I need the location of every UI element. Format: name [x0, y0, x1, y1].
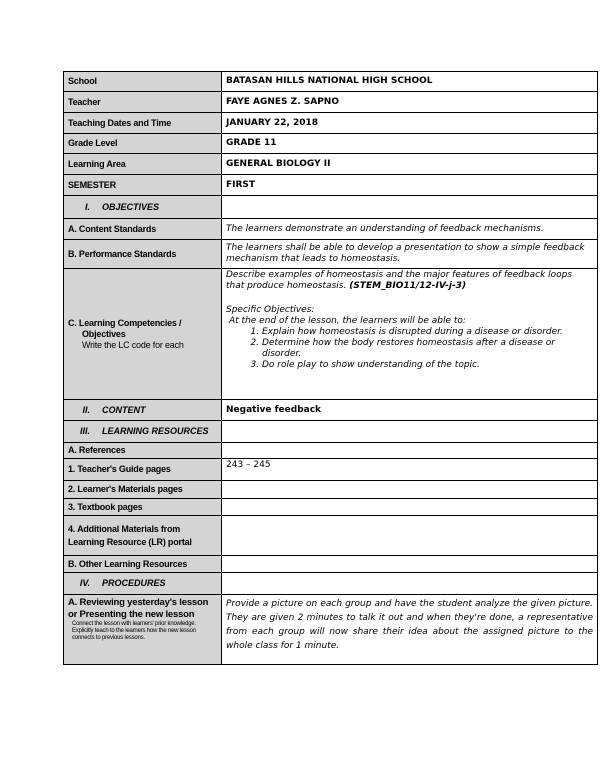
- procedure-a-note-2: Explicitly teach to the learners how the new lesson connects to previous lessons.: [72, 628, 196, 641]
- grade-row: [64, 134, 598, 154]
- semester-label: SEMESTER: [64, 175, 222, 196]
- empty-cell: [222, 499, 598, 516]
- performance-standards-row: [64, 240, 598, 269]
- procedure-a-value: Provide a picture on each group and have the student analyze the given picture. They are given 2 minutes to talk it out and when they're done, a representative from each group will now share their idea about the assigned picture to the whole class for 1 minute.: [222, 595, 598, 665]
- competency-code: (STEM_BIO11/12-IV-j-3): [349, 281, 467, 291]
- dates-label: Teaching Dates and Time: [64, 113, 222, 134]
- references-label: A. References: [64, 443, 222, 459]
- section-number: II.: [82, 404, 90, 415]
- grade-label: Grade Level: [64, 134, 222, 154]
- teacher-row: [64, 92, 598, 113]
- empty-cell: [222, 481, 598, 499]
- other-resources-row: [64, 556, 598, 573]
- procedure-a-title: A. Reviewing yesterday's lesson or Presenting the new lesson: [68, 597, 209, 620]
- area-label: Learning Area: [64, 154, 222, 175]
- teachers-guide-value: 243 – 245: [222, 459, 598, 481]
- specific-objectives-title: Specific Objectives:: [226, 305, 315, 315]
- teachers-guide-label: 1. Teacher's Guide pages: [64, 459, 222, 481]
- section-number: IV.: [79, 578, 90, 588]
- competencies-label-line1: C. Learning Competencies /: [68, 317, 182, 328]
- teachers-guide-row: [64, 459, 598, 481]
- section-title: OBJECTIVES: [102, 201, 160, 212]
- content-section-row: [64, 400, 598, 421]
- content-standards-row: [64, 219, 598, 240]
- dates-value: JANUARY 22, 2018: [222, 113, 598, 134]
- content-standards-label: A. Content Standards: [64, 219, 222, 240]
- area-row: [64, 154, 598, 175]
- daily-lesson-log-table: [63, 71, 598, 665]
- procedure-a-row: [64, 595, 598, 665]
- competencies-label: [64, 269, 222, 400]
- teacher-label: Teacher: [64, 92, 222, 113]
- empty-cell: [222, 573, 598, 595]
- procedure-a-note-1: Connect the lesson with learners' prior knowledge.: [72, 621, 196, 627]
- semester-value: FIRST: [222, 175, 598, 196]
- grade-value: GRADE 11: [222, 134, 598, 154]
- learners-materials-row: [64, 481, 598, 499]
- empty-cell: [222, 421, 598, 443]
- list-item: 1. Explain how homeostasis is disrupted during a disease or disorder.: [262, 327, 593, 338]
- section-number: III.: [79, 426, 90, 436]
- other-resources-label: B. Other Learning Resources: [64, 556, 222, 573]
- list-item: 2. Determine how the body restores homeostasis after a disease or disorder.: [262, 338, 593, 360]
- procedure-a-label: [64, 595, 222, 665]
- section-number: I.: [84, 201, 90, 212]
- procedures-section-title: [64, 573, 222, 595]
- textbook-label: 3. Textbook pages: [64, 499, 222, 516]
- content-standards-value: The learners demonstrate an understanding of feedback mechanisms.: [222, 219, 598, 240]
- section-title: LEARNING RESOURCES: [102, 426, 209, 436]
- textbook-row: [64, 499, 598, 516]
- performance-standards-value: The learners shall be able to develop a presentation to show a simple feedback mechanism that leads to homeostasis.: [222, 240, 598, 269]
- semester-row: [64, 175, 598, 196]
- school-row: [64, 72, 598, 92]
- specific-objectives-list: [226, 327, 593, 371]
- references-row: [64, 443, 598, 459]
- procedures-section-row: [64, 573, 598, 595]
- competencies-row: [64, 269, 598, 400]
- objectives-section-title: [64, 196, 222, 219]
- competencies-note: Write the LC code for each: [82, 339, 184, 350]
- resources-section-title: [64, 421, 222, 443]
- empty-cell: [222, 443, 598, 459]
- area-value: GENERAL BIOLOGY II: [222, 154, 598, 175]
- list-item: 3. Do role play to show understanding of the topic.: [262, 360, 593, 371]
- resources-section-row: [64, 421, 598, 443]
- competencies-value: [222, 269, 598, 400]
- dates-row: [64, 113, 598, 134]
- school-value: BATASAN HILLS NATIONAL HIGH SCHOOL: [222, 72, 598, 92]
- additional-materials-label: 4. Additional Materials from Learning Resource (LR) portal: [64, 516, 222, 556]
- performance-standards-label: B. Performance Standards: [64, 240, 222, 269]
- content-value: Negative feedback: [222, 400, 598, 421]
- empty-cell: [222, 556, 598, 573]
- section-title: CONTENT: [102, 404, 146, 415]
- school-label: School: [64, 72, 222, 92]
- teacher-value: FAYE AGNES Z. SAPNO: [222, 92, 598, 113]
- competencies-label-line2: Objectives: [82, 328, 126, 339]
- competency-statement: [226, 270, 593, 292]
- competency-text: Describe examples of homeostasis and the major features of feedback loops that produce homeostasis.: [226, 270, 573, 291]
- empty-cell: [222, 196, 598, 219]
- content-section-title: [64, 400, 222, 421]
- section-title: PROCEDURES: [102, 578, 166, 588]
- empty-cell: [222, 516, 598, 556]
- objectives-section-row: [64, 196, 598, 219]
- learners-materials-label: 2. Learner's Materials pages: [64, 481, 222, 499]
- specific-objectives-intro: At the end of the lesson, the learners will be able to:: [229, 316, 466, 326]
- additional-materials-row: [64, 516, 598, 556]
